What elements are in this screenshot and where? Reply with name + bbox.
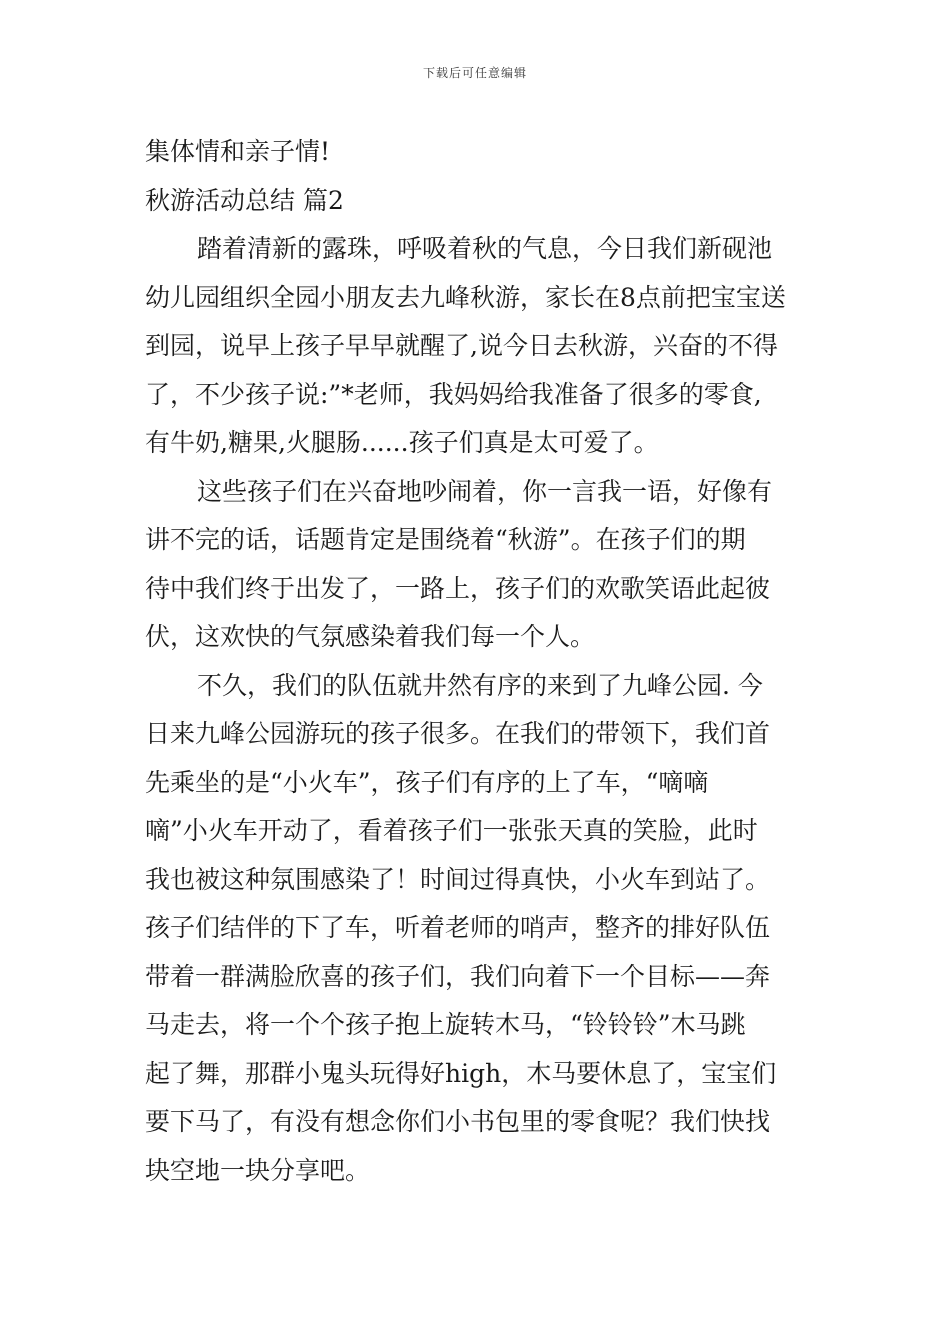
text-line: 嘀”小火车开动了，看着孩子们一张张天真的笑脸，此时 xyxy=(145,816,758,845)
text-line: 伏，这欢快的气氛感染着我们每一个人。 xyxy=(145,622,596,651)
document-body xyxy=(145,128,807,1195)
text-line: 到园，说早上孩子早早就醒了,说今日去秋游，兴奋的不得 xyxy=(145,331,778,360)
text-line: 这些孩子们在兴奋地吵闹着，你一言我一语，好像有 xyxy=(197,476,773,506)
text-line: 不久，我们的队伍就井然有序的来到了九峰公园. 今 xyxy=(197,670,763,700)
text-line: 带着一群满脸欣喜的孩子们，我们向着下一个目标——奔 xyxy=(145,961,771,991)
text-line: 起了舞，那群小鬼头玩得好high，木马要休息了，宝宝们 xyxy=(145,1058,777,1088)
text-line: 踏着清新的露珠，呼吸着秋的气息，今日我们新砚池 xyxy=(197,234,773,263)
text-line: 块空地一块分享吧。 xyxy=(145,1155,371,1185)
page-header: 下载后可任意编辑 xyxy=(422,66,527,80)
text-line: 先乘坐的是“小火车”，孩子们有序的上了车，“嘀嘀 xyxy=(145,767,709,797)
text-line: 待中我们终于出发了，一路上，孩子们的欢歌笑语此起彼 xyxy=(145,573,771,603)
text-line: 集体情和亲子情! xyxy=(145,137,331,166)
text-line: 有牛奶,糖果,火腿肠......孩子们真是太可爱了。 xyxy=(145,428,659,457)
text-line: 我也被这种氛围感染了！时间过得真快，小火车到站了。 xyxy=(145,864,771,894)
text-line: 马走去，将一个个孩子抱上旋转木马，“铃铃铃”木马跳 xyxy=(145,1010,746,1039)
section-title: 秋游活动总结 篇2 xyxy=(145,185,344,215)
text-line: 孩子们结伴的下了车，听着老师的哨声，整齐的排好队伍 xyxy=(145,913,771,942)
text-line: 要下马了，有没有想念你们小书包里的零食呢？我们快找 xyxy=(145,1107,771,1136)
text-line: 幼儿园组织全园小朋友去九峰秋游，家长在8点前把宝宝送 xyxy=(145,282,786,312)
text-line: 了，不少孩子说:”*老师，我妈妈给我准备了很多的零食, xyxy=(145,379,762,409)
text-line: 讲不完的话，话题肯定是围绕着“秋游”。在孩子们的期 xyxy=(145,525,746,554)
text-line: 日来九峰公园游玩的孩子很多。在我们的带领下，我们首 xyxy=(145,719,771,748)
